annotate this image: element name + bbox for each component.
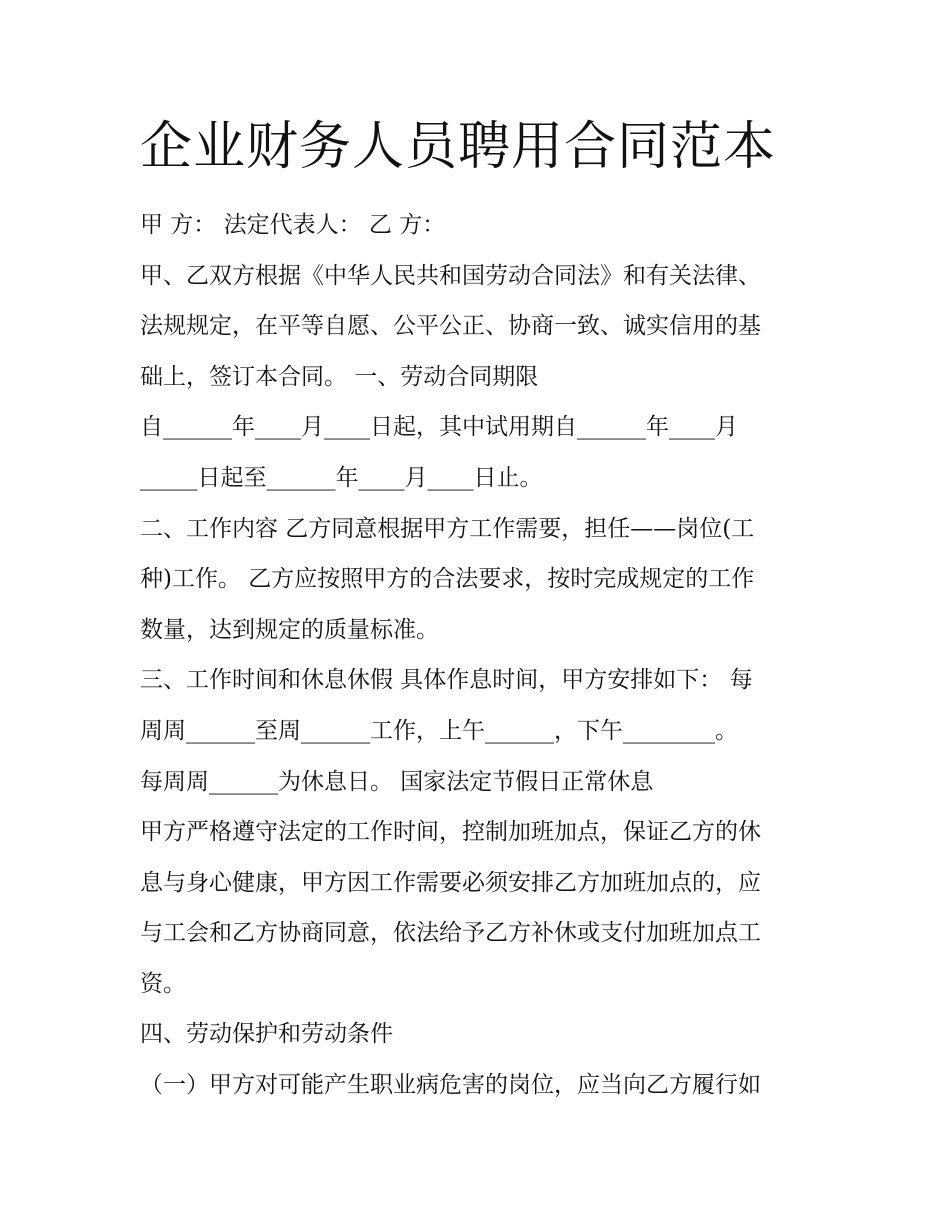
body-line: 每周周______为休息日。 国家法定节假日正常休息: [140, 769, 654, 795]
body-line: 法规规定，在平等自愿、公平公正、协商一致、诚实信用的基: [140, 313, 761, 339]
body-line: 自______年____月____日起，其中试用期自______年____月: [140, 414, 738, 440]
section-heading-line: 四、劳动保护和劳动条件: [140, 1021, 393, 1047]
party-info-line: 甲 方： 法定代表人： 乙 方：: [140, 212, 446, 238]
section-heading-line: 三、工作时间和休息休假 具体作息时间，甲方安排如下： 每: [140, 667, 753, 693]
body-line: _____日起至______年____月____日止。: [140, 465, 543, 491]
body-line: 种)工作。 乙方应按照甲方的合法要求，按时完成规定的工作: [140, 566, 755, 592]
body-line: 甲、乙双方根据《中华人民共和国劳动合同法》和有关法律、: [140, 263, 761, 289]
body-line: 数量，达到规定的质量标准。: [140, 617, 439, 643]
body-line: 与工会和乙方协商同意，依法给予乙方补休或支付加班加点工: [140, 920, 761, 946]
body-line: 甲方严格遵守法定的工作时间，控制加班加点，保证乙方的休: [140, 819, 761, 845]
section-heading-line: 二、工作内容 乙方同意根据甲方工作需要，担任——岗位(工: [140, 516, 755, 542]
body-line: 础上，签订本合同。 一、劳动合同期限: [140, 364, 539, 390]
body-line: （一）甲方对可能产生职业病危害的岗位，应当向乙方履行如: [140, 1072, 761, 1098]
body-line: 资。: [140, 971, 186, 997]
body-line: 周周______至周______工作，上午______，下午________。: [140, 718, 738, 744]
document-title: 企业财务人员聘用合同范本: [140, 117, 777, 177]
body-line: 息与身心健康，甲方因工作需要必须安排乙方加班加点的，应: [140, 870, 761, 896]
